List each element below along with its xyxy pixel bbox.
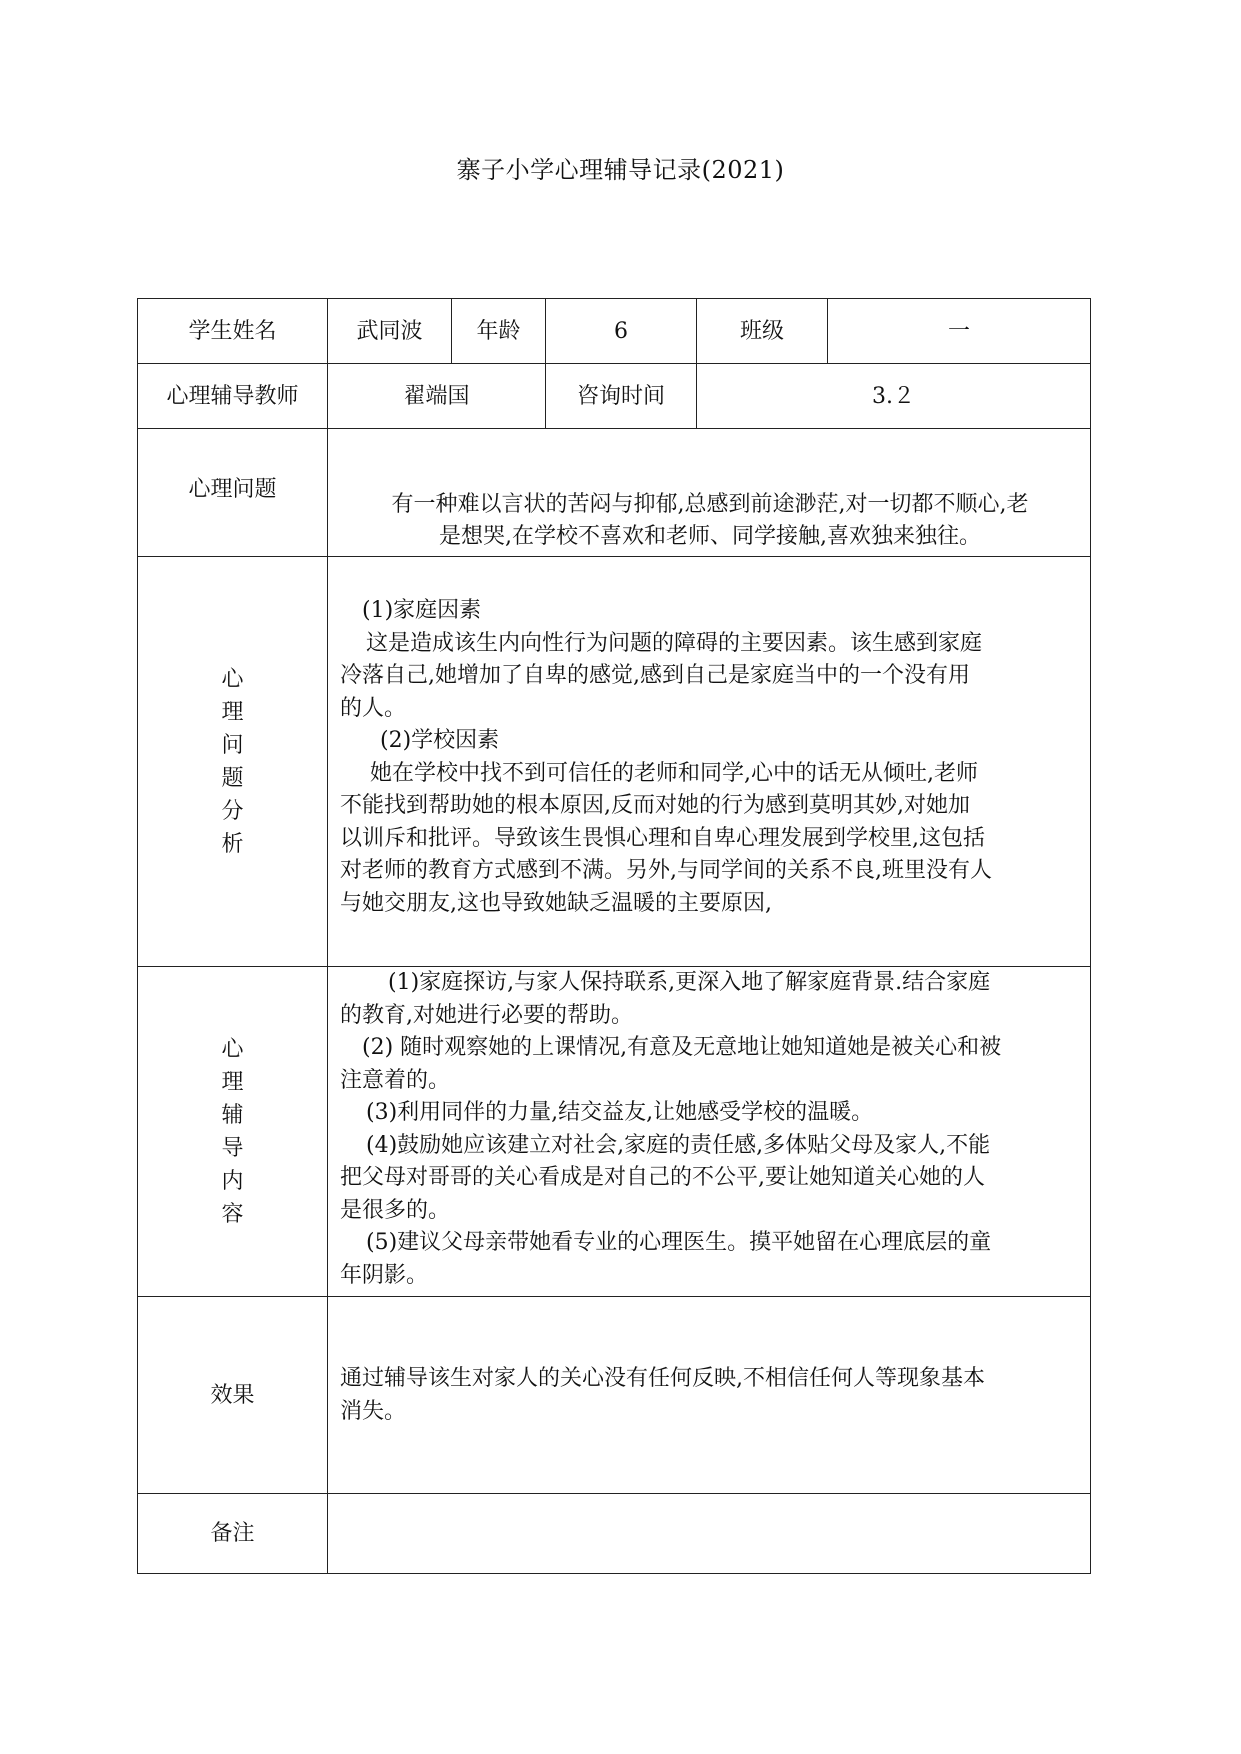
guidance-label-char: 辅: [221, 1102, 244, 1128]
analysis-line: 与她交朋友,这也导致她缺乏温暖的主要原因,: [340, 890, 772, 916]
remarks-value: [328, 1494, 1091, 1574]
guidance-line: (5)建议父母亲带她看专业的心理医生。摸平她留在心理底层的童: [366, 1230, 992, 1255]
analysis-label: [138, 557, 328, 967]
analysis-line: 以训斥和批评。导致该生畏惧心理和自卑心理发展到学校里,这包括: [340, 825, 985, 851]
analysis-line: 不能找到帮助她的根本原因,反而对她的行为感到莫明其妙,对她加: [340, 793, 970, 818]
problem-content: [328, 429, 1091, 557]
row-remarks: [138, 1494, 1091, 1574]
analysis-label-char: 题: [221, 765, 244, 791]
row-effect: [138, 1297, 1091, 1494]
time-value: 3.２: [697, 364, 1091, 429]
effect-line: 通过辅导该生对家人的关心没有任何反映,不相信任何人等现象基本: [340, 1366, 985, 1391]
analysis-line: (1)家庭因素: [362, 598, 482, 623]
analysis-line: 的人。: [340, 695, 407, 721]
page-title: 寨子小学心理辅导记录(2021): [456, 156, 785, 184]
analysis-line: 对老师的教育方式感到不满。另外,与同学间的关系不良,班里没有人: [340, 858, 992, 883]
row-teacher-info: [138, 364, 1091, 429]
effect-label: 效果: [138, 1297, 328, 1494]
record-table: [137, 298, 1091, 1574]
analysis-label-char: 分: [221, 798, 244, 824]
age-value: 6: [546, 299, 697, 364]
guidance-label-char: 容: [221, 1201, 244, 1227]
guidance-label-char: 心: [221, 1036, 244, 1062]
class-label: 班级: [697, 299, 828, 364]
guidance-content: [328, 967, 1091, 1297]
guidance-line: 把父母对哥哥的关心看成是对自己的不公平,要让她知道关心她的人: [340, 1165, 985, 1190]
row-guidance: [138, 967, 1091, 1297]
row-problem: [138, 429, 1091, 557]
guidance-line: (3)利用同伴的力量,结交益友,让她感受学校的温暖。: [366, 1100, 874, 1125]
problem-label: 心理问题: [138, 429, 328, 557]
problem-line: 有一种难以言状的苦闷与抑郁,总感到前途渺茫,对一切都不顺心,老: [391, 492, 1029, 517]
analysis-label-char: 析: [221, 831, 244, 857]
guidance-label-char: 导: [221, 1135, 244, 1161]
effect-content: [328, 1297, 1091, 1494]
analysis-label-char: 问: [221, 732, 244, 758]
effect-line: 消失。: [340, 1399, 407, 1424]
remarks-label: 备注: [138, 1494, 328, 1574]
time-label: 咨询时间: [546, 364, 697, 429]
analysis-label-char: 心: [221, 666, 244, 692]
analysis-line: 这是造成该生内向性行为问题的障碍的主要因素。该生感到家庭: [366, 630, 983, 656]
guidance-label-char: 理: [221, 1069, 244, 1095]
analysis-line: (2)学校因素: [380, 728, 500, 753]
age-label: 年龄: [452, 299, 546, 364]
name-label: 学生姓名: [138, 299, 328, 364]
guidance-line: 年阴影。: [340, 1262, 429, 1288]
analysis-line: 她在学校中找不到可信任的老师和同学,心中的话无从倾吐,老师: [370, 760, 978, 786]
row-analysis: [138, 557, 1091, 967]
row-student-info: [138, 299, 1091, 364]
analysis-label-char: 理: [221, 699, 244, 725]
problem-line: 是想哭,在学校不喜欢和老师、同学接触,喜欢独来独往。: [439, 524, 981, 549]
guidance-line: (2) 随时观察她的上课情况,有意及无意地让她知道她是被关心和被: [362, 1035, 1002, 1060]
analysis-line: 冷落自己,她增加了自卑的感觉,感到自己是家庭当中的一个没有用: [340, 663, 970, 688]
guidance-line: 是很多的。: [340, 1197, 451, 1223]
guidance-label: [138, 967, 328, 1297]
name-value: 武同波: [328, 299, 452, 364]
teacher-label: 心理辅导教师: [138, 364, 328, 429]
class-value: 一: [828, 299, 1091, 364]
guidance-label-char: 内: [221, 1168, 244, 1194]
guidance-line: (4)鼓励她应该建立对社会,家庭的责任感,多体贴父母及家人,不能: [366, 1132, 991, 1158]
teacher-value: 翟端国: [328, 364, 546, 429]
guidance-line: 注意着的。: [340, 1067, 451, 1093]
guidance-line: (1)家庭探访,与家人保持联系,更深入地了解家庭背景.结合家庭: [388, 970, 991, 995]
guidance-line: 的教育,对她进行必要的帮助。: [340, 1002, 633, 1028]
analysis-content: [328, 557, 1091, 967]
